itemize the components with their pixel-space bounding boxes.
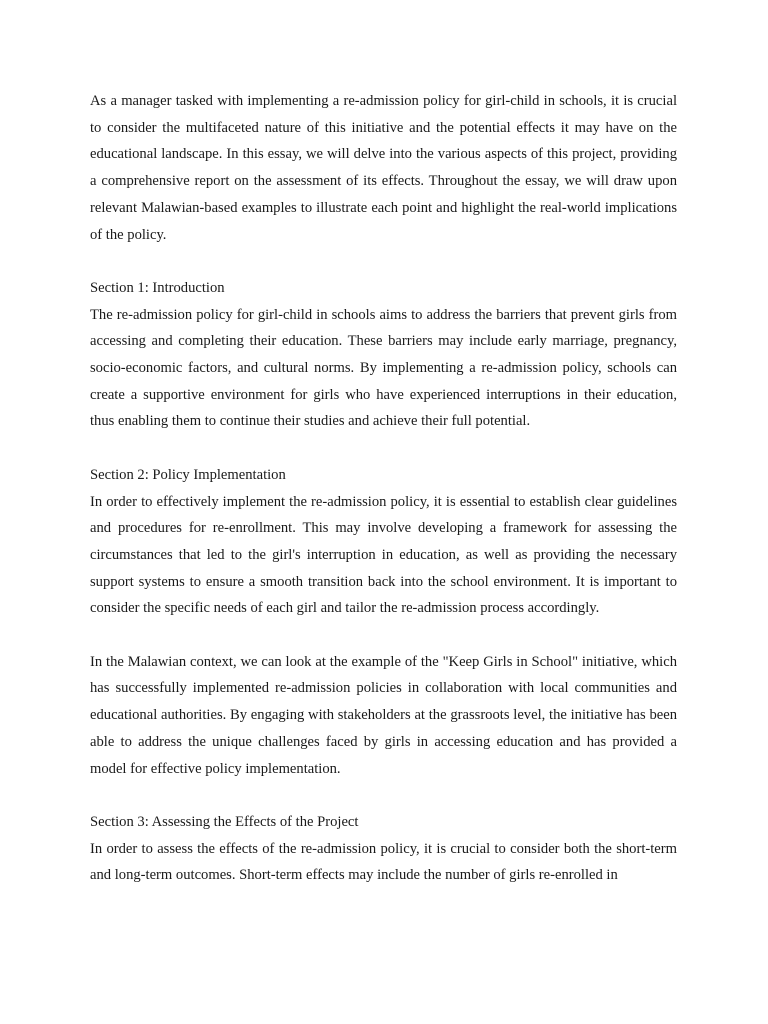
section-2-heading: Section 2: Policy Implementation (90, 466, 286, 483)
section-3-paragraph-1: In order to assess the effects of the re-admission policy, it is crucial to consider both the short-term and long-term outcomes. Short-term effects may include the number of girls re-enrolled in (90, 840, 677, 884)
paragraph-gap (90, 435, 677, 462)
section-1-paragraph-1: The re-admission policy for girl-child in schools aims to address the barriers that prevent girls from accessing and completing their education. These barriers may include early marriage, pregnancy, socio-economic factors, and cultural norms. By implementing a re-admission policy, schools can create a supportive environment for girls who have experienced interruptions in their education, thus enabling them to continue their studies and achieve their full potential. (90, 306, 677, 430)
paragraph-gap (90, 622, 677, 649)
paragraph-gap (90, 248, 677, 275)
paragraph-gap (90, 782, 677, 809)
section-3-heading: Section 3: Assessing the Effects of the Project (90, 813, 359, 830)
section-2-paragraph-2: In the Malawian context, we can look at the example of the "Keep Girls in School" initiative, which has successfully implemented re-admission policies in collaboration with local communities and educational authorities. By engaging with stakeholders at the grassroots level, the initiative has been able to address the unique challenges faced by girls in accessing education and has provided a model for effective policy implementation. (90, 653, 677, 777)
intro-paragraph: As a manager tasked with implementing a re-admission policy for girl-child in schools, it is crucial to consider the multifaceted nature of this initiative and the potential effects it may have on the educational landscape. In this essay, we will delve into the various aspects of this project, providing a comprehensive report on the assessment of its effects. Throughout the essay, we will draw upon relevant Malawian-based examples to illustrate each point and highlight the real-world implications of the policy. (90, 93, 677, 243)
document-page (90, 88, 677, 889)
section-1-heading: Section 1: Introduction (90, 279, 225, 296)
section-2-paragraph-1: In order to effectively implement the re-admission policy, it is essential to establish clear guidelines and procedures for re-enrollment. This may involve developing a framework for assessing the circumstances that led to the girl's interruption in education, as well as providing the necessary support systems to ensure a smooth transition back into the school environment. It is important to consider the specific needs of each girl and tailor the re-admission process accordingly. (90, 493, 677, 617)
